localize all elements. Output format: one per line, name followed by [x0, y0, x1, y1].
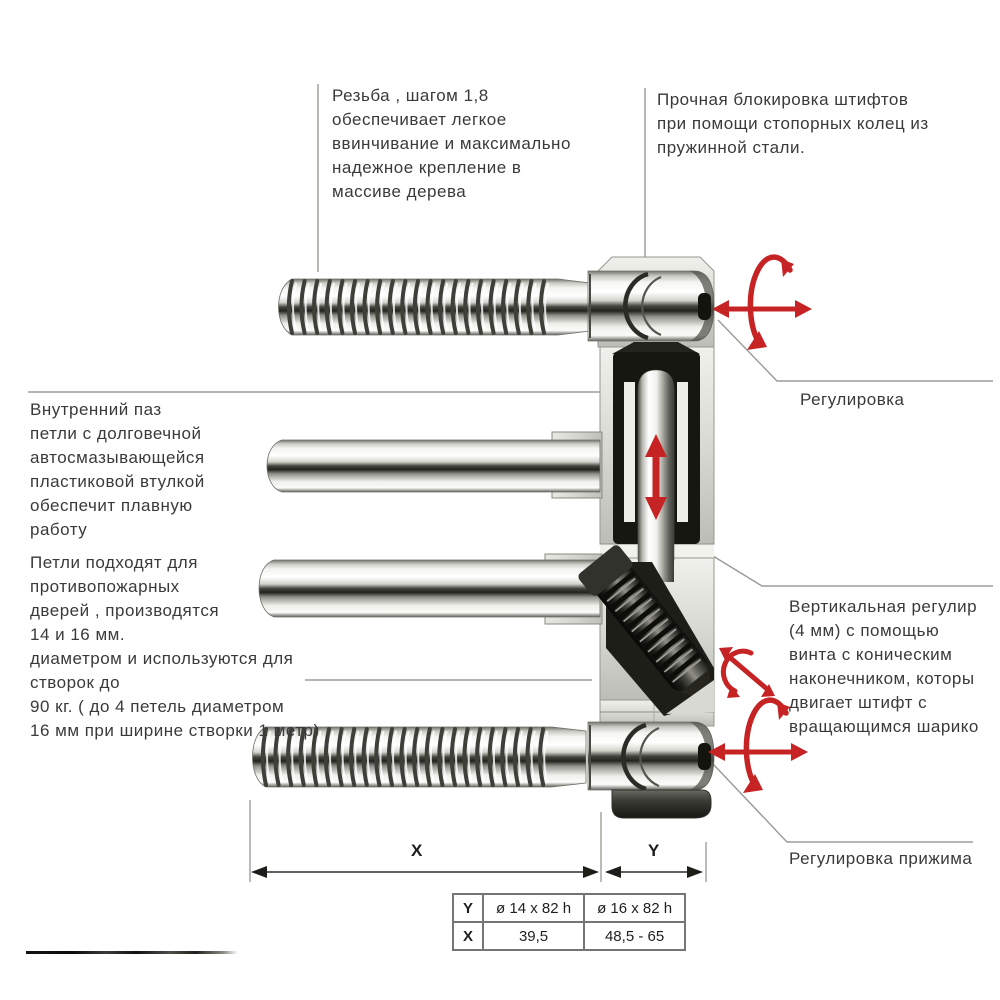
- leader-line: [718, 320, 993, 381]
- note-line: массиве дерева: [332, 182, 467, 201]
- screw-top: [279, 279, 591, 335]
- table-row: [453, 922, 685, 950]
- note-line: Внутренний паз: [30, 400, 162, 419]
- note-line: ввинчивание и максимально: [332, 134, 571, 153]
- note-line: винта с коническим: [789, 645, 953, 664]
- dimension-x: [251, 866, 599, 878]
- spec-table: [452, 893, 686, 951]
- note-line: наконечником, которы: [789, 669, 975, 688]
- rotation-arrow-top-icon: [712, 257, 812, 350]
- spec-row-label: X: [453, 922, 483, 950]
- note-line: двигает штифт с: [789, 693, 928, 712]
- note-line: работу: [30, 520, 88, 539]
- note-line: петли с долговечной: [30, 424, 202, 443]
- note-bushing: [30, 398, 205, 542]
- spec-cell: 39,5: [483, 922, 584, 950]
- dimension-y: [605, 866, 703, 878]
- note-line: вращающимся шарико: [789, 717, 979, 736]
- label-clamp-adjustment: Регулировка прижима: [789, 849, 973, 868]
- note-line: автосмазывающейся: [30, 448, 205, 467]
- note-line: обеспечит плавную: [30, 496, 193, 515]
- note-line: обеспечивает легкое: [332, 110, 507, 129]
- dimension-y-label: Y: [648, 841, 660, 860]
- note-line: противопожарных: [30, 577, 180, 596]
- spec-cell: 48,5 - 65: [584, 922, 685, 950]
- spec-row-label: Y: [453, 894, 483, 922]
- note-line: 16 мм при ширине створки 1 метр): [30, 721, 320, 740]
- hinge-barrel-top: [588, 271, 714, 341]
- note-pin-locking: [657, 88, 929, 160]
- note-line: пластиковой втулкой: [30, 472, 205, 491]
- spec-cell: ø 14 x 82 h: [483, 894, 584, 922]
- note-line: Прочная блокировка штифтов: [657, 90, 909, 109]
- pin-upper: [267, 432, 602, 498]
- note-vertical-adjustment: [789, 595, 1000, 739]
- label-adjustment: Регулировка: [800, 390, 905, 409]
- leader-line: [700, 548, 993, 586]
- note-fire-doors: [30, 551, 320, 743]
- note-thread-pitch: [332, 84, 571, 204]
- note-line: надежное крепление в: [332, 158, 522, 177]
- spec-cell: ø 16 x 82 h: [584, 894, 685, 922]
- note-line: створок до: [30, 673, 121, 692]
- note-line: 90 кг. ( до 4 петель диаметром: [30, 697, 285, 716]
- table-row: [453, 894, 685, 922]
- note-line: диаметром и используются для: [30, 649, 294, 668]
- note-line: Петли подходят для: [30, 553, 198, 572]
- pin-hole: [698, 293, 711, 320]
- pin-hole: [698, 743, 711, 770]
- note-line: дверей , производятся: [30, 601, 220, 620]
- note-line: (4 мм) с помощью: [789, 621, 940, 640]
- note-line: пружинной стали.: [657, 138, 806, 157]
- note-line: Резьба , шагом 1,8: [332, 86, 489, 105]
- crop-artifact: [26, 951, 238, 954]
- note-line: 14 и 16 мм.: [30, 625, 126, 644]
- note-line: Вертикальная регулир: [789, 597, 978, 616]
- hinge-barrel-bottom: [588, 722, 714, 790]
- screw-rotation-arrow-icon: [719, 647, 775, 698]
- note-line: при помощи стопорных колец из: [657, 114, 929, 133]
- dimension-x-label: X: [411, 841, 423, 860]
- bottom-bracket: [612, 790, 711, 818]
